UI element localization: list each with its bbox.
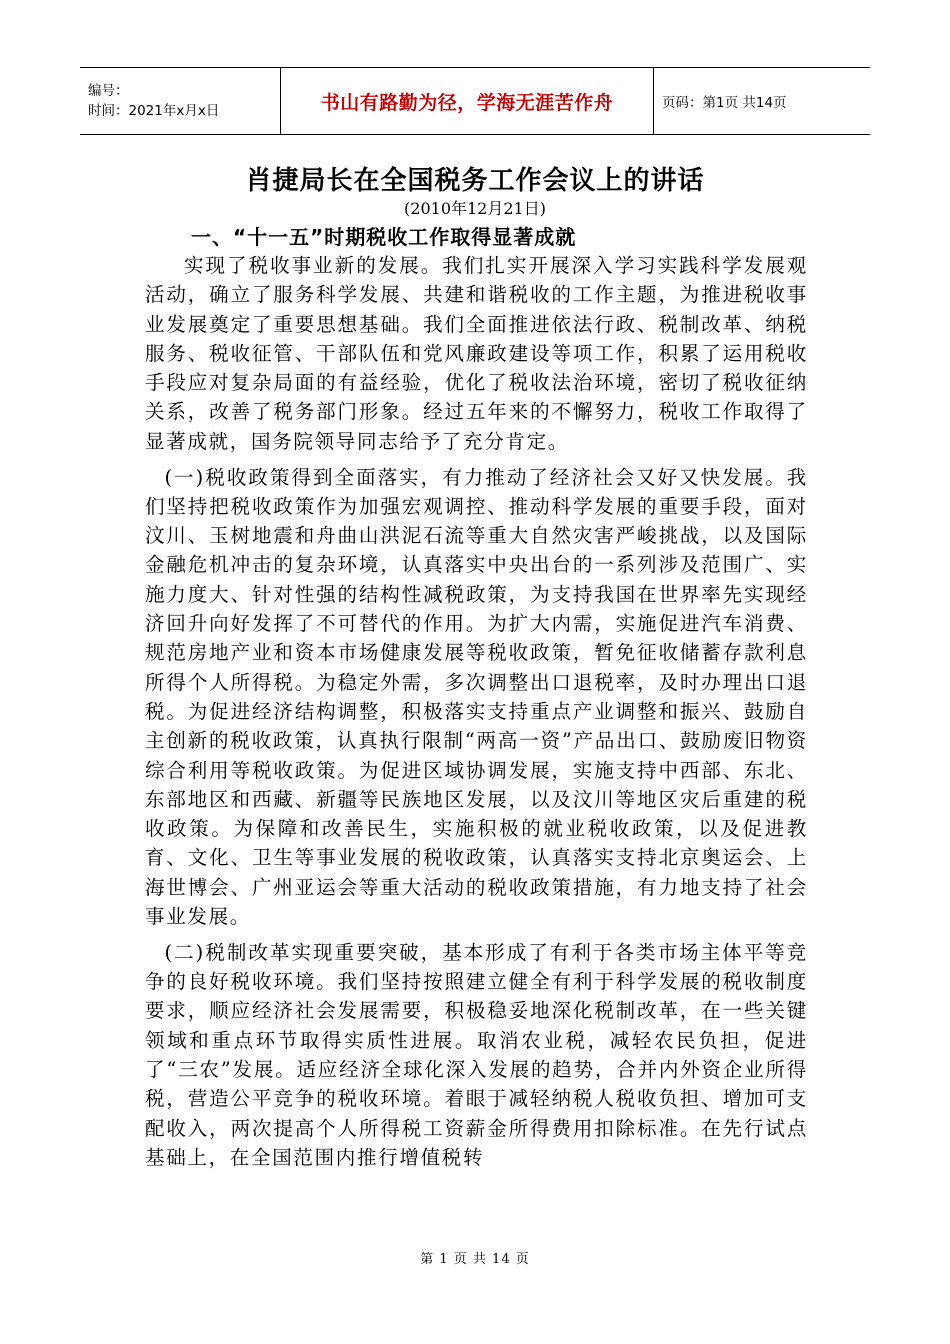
body-paragraph: 实现了税收事业新的发展。我们扎实开展深入学习实践科学发展观活动，确立了服务科学发展、共建和谐税收的工作主题，为推进税收事业发展奠定了重要思想基础。我们全面推进依法行政、税制改革、纳税服务、税收征管、干部队伍和党风廉政建设等项工作，积累了运用税收手段应对复杂局面的有益经验，优化了税收法治环境，密切了税收征纳关系，改善了税务部门形象。经过五年来的不懈努力，税收工作取得了显著成就，国务院领导同志给予了充分肯定。 [145,254,808,453]
document-time-label: 时间：2021年x月x日 [88,103,220,119]
section-heading: 一、“十一五”时期税收工作取得显著成就 [191,225,577,249]
header-page-info: 页码：第1页 共14页 [662,95,787,111]
header-motto: 书山有路勤为径，学海无涯苦作舟 [320,91,614,114]
page-footer: 第 1 页 共 14 页 [420,1252,530,1267]
header-meta [80,68,281,134]
document-date: (2010年12月21日) [404,199,546,218]
document-number-label: 编号： [88,83,129,99]
header-motto-cell [281,68,654,134]
header-page-info-cell [654,68,870,134]
body-paragraph: (一)税收政策得到全面落实，有力推动了经济社会又好又快发展。我们坚持把税收政策作为加强宏观调控、推动科学发展的重要手段，面对汶川、玉树地震和舟曲山洪泥石流等重大自然灾害严峻挑战，以及国际金融危机冲击的复杂环境，认真落实中央出台的一系列涉及范围广、实施力度大、针对性强的结构性减税政策，为支持我国在世界率先实现经济回升向好发挥了不可替代的作用。为扩大内需，实施促进汽车消费、规范房地产业和资本市场健康发展等税收政策，暂免征收储蓄存款利息所得个人所得税。为稳定外需，多次调整出口退税率，及时办理出口退税。为促进经济结构调整，积极落实支持重点产业调整和振兴、鼓励自主创新的税收政策，认真执行限制“两高一资”产品出口、鼓励废旧物资综合利用等税收政策。为促进区域协调发展，实施支持中西部、东北、东部地区和西藏、新疆等民族地区发展，以及汶川等地区灾后重建的税收政策。为保障和改善民生，实施积极的就业税收政策，以及促进教育、文化、卫生等事业发展的税收政策，认真落实支持北京奥运会、上海世博会、广州亚运会等重大活动的税收政策措施，有力地支持了社会事业发展。 [145,465,808,929]
body-paragraph: (二)税制改革实现重要突破，基本形成了有利于各类市场主体平等竞争的良好税收环境。我们坚持按照建立健全有利于科学发展的税收制度要求，顺应经济社会发展需要，积极稳妥地深化税制改革，在一些关键领域和重点环节取得实质性进展。取消农业税，减轻农民负担，促进了“三农”发展。适应经济全球化深入发展的趋势，合并内外资企业所得税，营造公平竞争的税收环境。着眼于减轻纳税人税收负担、增加可支配收入，两次提高个人所得税工资薪金所得费用扣除标准。在先行试点基础上，在全国范围内推行增值税转 [145,940,808,1169]
page-header [80,67,870,135]
document-body [145,251,808,1179]
document-title: 肖捷局长在全国税务工作会议上的讲话 [245,166,705,196]
